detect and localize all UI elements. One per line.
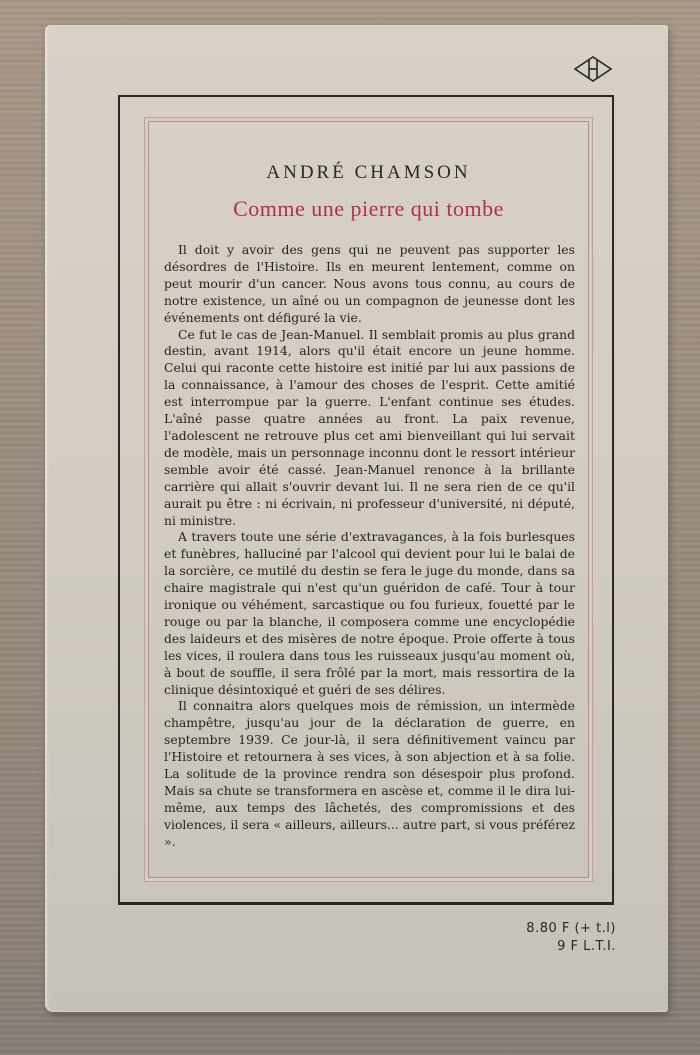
outer-black-frame bbox=[118, 95, 614, 905]
inner-red-frame bbox=[144, 117, 593, 882]
publisher-logo-icon bbox=[573, 56, 613, 82]
blurb-text bbox=[164, 242, 575, 851]
book-back-cover bbox=[45, 25, 668, 1012]
blurb-paragraph: Ce fut le cas de Jean-Manuel. Il semblait promis au plus grand destin, avant 1914, alors qu'il était encore un jeune homme. Celui qui raconte cette histoire est initié par lui aux passions de la connaissance, à l'amour des choses de l'esprit. Cette amitié est interrompue par la guerre. L'enfant continue ses études. L'aîné passe quatre années au front. La paix revenue, l'adolescent ne retrouve plus cet ami bienveillant qui lui servait de modèle, mais un personnage inconnu dont le ressort intérieur semble avoir été cassé. Jean-Manuel renonce à la brillante carrière qui allait s'ouvrir devant lui. Il ne sera rien de ce qu'il aurait pu être : ni écrivain, ni professeur d'université, ni député, ni ministre. bbox=[164, 326, 575, 528]
blurb-paragraph: Il connaitra alors quelques mois de rémission, un intermède champêtre, jusqu'au jour de la déclaration de guerre, en septembre 1939. Ce jour-là, il sera définitivement vaincu par l'Histoire et retournera à ses vices, à son abjection et à sa folie. La solitude de la province rendra son désespoir plus profond. Mais sa chute se transformera en ascèse et, comme il le dira lui-même, aux temps des lâchetés, des compromissions et des violences, il sera « ailleurs, ailleurs... autre part, si vous préférez ». bbox=[164, 698, 575, 849]
price-line: 8.80 F (+ t.l) bbox=[526, 921, 616, 936]
book-title: Comme une pierre qui tombe bbox=[233, 196, 504, 221]
blurb-paragraph: A travers toute une série d'extravagances, à la fois burlesques et funèbres, halluciné par l'alcool qui devient pour lui le balai de la sorcière, ce mutilé du destin se fera le juge du monde, dans sa chaire magistrale qui n'est qu'un guéridon de café. Tour à tour ironique ou véhément, sarcastique ou fou furieux, fouetté par le rouge ou par la blanche, il composera comme une encyclopédie des laideurs et des misères de notre époque. Proie offerte à tous les vices, il roulera dans tous les ruisseaux jusqu'au moment où, à bout de souffle, il sera frôlé par la mort, mais ressortira de la clinique désintoxiqué et guéri de ses délires. bbox=[164, 529, 575, 697]
author-name: ANDRÉ CHAMSON bbox=[266, 162, 471, 183]
blurb-paragraph: Il doit y avoir des gens qui ne peuvent pas supporter les désordres de l'Histoire. Ils en meurent lentement, comme on peut mourir d'un cancer. Nous avons tous connu, au cours de notre existence, un aîné ou un compagnon de jeunesse dont les événements ont défiguré la vie. bbox=[164, 242, 575, 325]
price-line: 9 F L.T.I. bbox=[557, 939, 616, 954]
price-label bbox=[526, 920, 616, 956]
